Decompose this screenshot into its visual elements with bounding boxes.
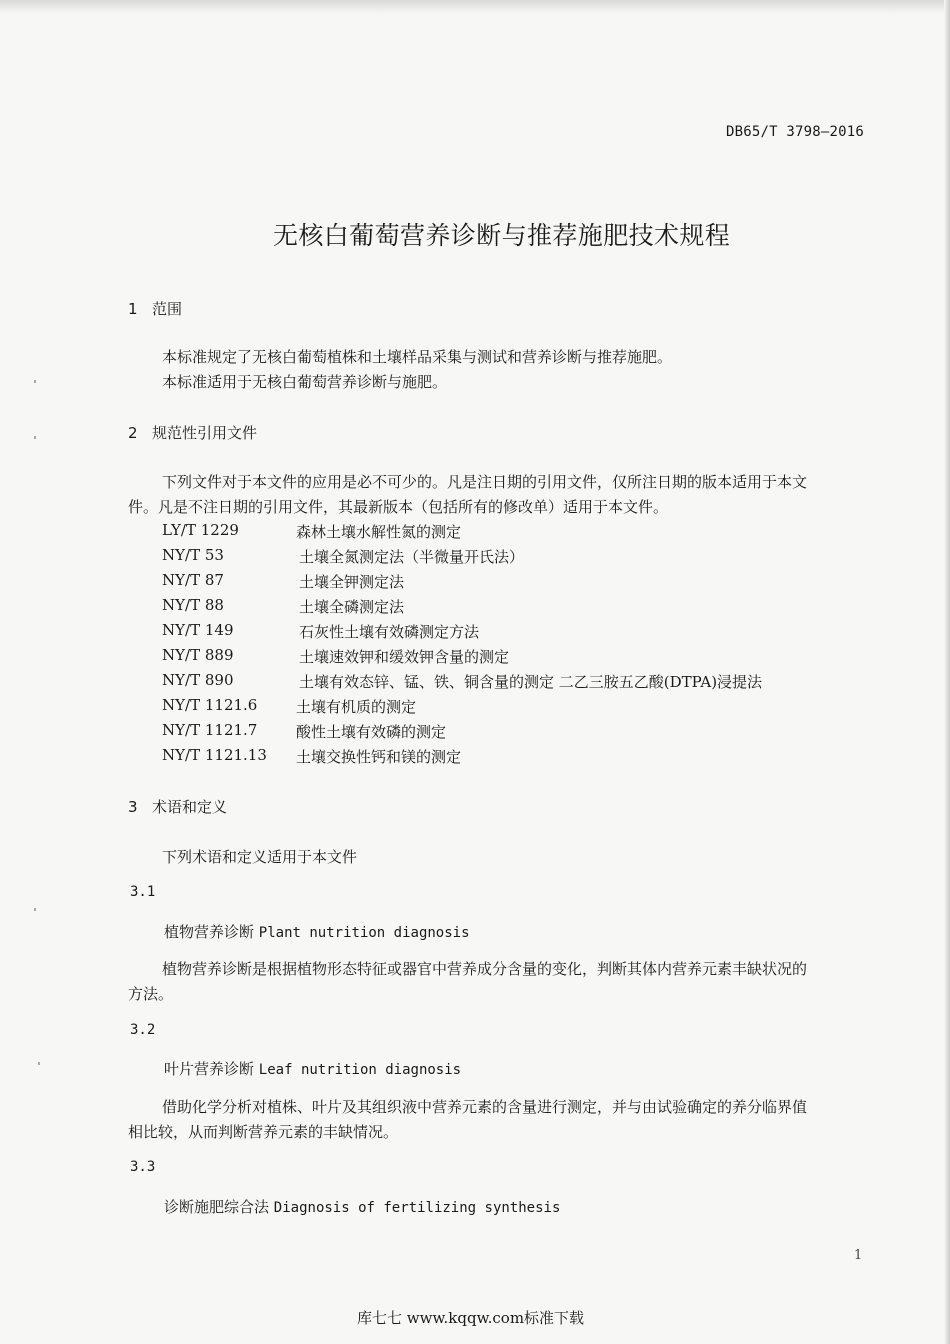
normative-intro-line-1: 下列文件对于本文件的应用是必不可少的。凡是注日期的引用文件，仅所注日期的版本适用于本文: [162, 473, 808, 491]
reference-title: 土壤交换性钙和镁的测定: [296, 748, 462, 766]
reference-title: 土壤全钾测定法: [299, 573, 405, 591]
term-number: 3.1: [130, 884, 156, 900]
section-number: 2: [128, 424, 138, 442]
term-cn: 诊断施肥综合法: [164, 1198, 270, 1216]
term-definition-line-1: 植物营养诊断是根据植物形态特征或器官中营养成分含量的变化，判断其体内营养元素丰缺状况的: [162, 960, 808, 978]
scan-speck: [34, 380, 36, 383]
section-heading-normative: [128, 422, 257, 443]
reference-code: NY/T 1121.6: [162, 696, 258, 714]
reference-code: NY/T 88: [162, 596, 224, 614]
scan-edge-right: [944, 0, 950, 1344]
reference-title: 石灰性土壤有效磷测定方法: [299, 623, 480, 641]
term-heading: [164, 1058, 461, 1079]
term-heading: [164, 1196, 560, 1217]
section-title: 术语和定义: [152, 798, 228, 816]
scope-paragraph-2: 本标准适用于无核白葡萄营养诊断与施肥。: [162, 373, 448, 391]
reference-code: LY/T 1229: [162, 521, 239, 539]
term-number: 3.2: [130, 1022, 156, 1038]
section-number: 3: [128, 798, 138, 816]
scope-paragraph-1: 本标准规定了无核白葡萄植株和土壤样品采集与测试和营养诊断与推荐施肥。: [162, 348, 673, 366]
reference-code: NY/T 890: [162, 671, 234, 689]
section-heading-terms: [128, 796, 227, 817]
scan-speck: [34, 908, 36, 911]
footer-watermark-text: 库七七 www.kqqw.com标准下载: [357, 1309, 585, 1327]
reference-code: NY/T 87: [162, 571, 224, 589]
term-heading: [164, 921, 470, 942]
reference-title: 土壤全磷测定法: [299, 598, 405, 616]
term-en: Diagnosis of fertilizing synthesis: [273, 1200, 561, 1216]
term-cn: 植物营养诊断: [164, 923, 255, 941]
section-title: 范围: [152, 300, 183, 318]
term-definition-line-2: 方法。: [128, 985, 174, 1003]
document-number: DB65/T 3798—2016: [726, 124, 865, 140]
term-definition-line-1: 借助化学分析对植株、叶片及其组织液中营养元素的含量进行测定，并与由试验确定的养分临界值: [162, 1098, 808, 1116]
reference-code: NY/T 1121.7: [162, 721, 258, 739]
reference-code: NY/T 889: [162, 646, 234, 664]
scan-speck: [34, 436, 36, 439]
term-definition-line-2: 相比较，从而判断营养元素的丰缺情况。: [128, 1123, 399, 1141]
reference-code: NY/T 53: [162, 546, 224, 564]
reference-code: NY/T 1121.13: [162, 746, 267, 764]
term-en: Leaf nutrition diagnosis: [258, 1062, 462, 1078]
term-cn: 叶片营养诊断: [164, 1060, 255, 1078]
section-number: 1: [128, 300, 138, 318]
reference-title: 酸性土壤有效磷的测定: [296, 723, 447, 741]
section-title: 规范性引用文件: [152, 424, 258, 442]
document-title: 无核白葡萄营养诊断与推荐施肥技术规程: [273, 221, 731, 250]
reference-title: 土壤有机质的测定: [296, 698, 417, 716]
normative-intro-line-2: 件。凡是不注日期的引用文件，其最新版本（包括所有的修改单）适用于本文件。: [128, 498, 669, 516]
reference-title: 土壤全氮测定法（半微量开氏法）: [299, 548, 525, 566]
reference-title: 土壤有效态锌、锰、铁、铜含量的测定 二乙三胺五乙酸(DTPA)浸提法: [299, 673, 763, 691]
page-number: 1: [854, 1248, 863, 1263]
reference-title: 森林土壤水解性氮的测定: [296, 523, 462, 541]
scan-edge-top: [0, 0, 950, 14]
reference-title: 土壤速效钾和缓效钾含量的测定: [299, 648, 510, 666]
term-number: 3.3: [130, 1159, 156, 1175]
scan-speck: [38, 1062, 40, 1065]
terms-intro: 下列术语和定义适用于本文件: [162, 848, 358, 866]
reference-code: NY/T 149: [162, 621, 234, 639]
section-heading-scope: [128, 298, 182, 319]
term-en: Plant nutrition diagnosis: [258, 925, 470, 941]
